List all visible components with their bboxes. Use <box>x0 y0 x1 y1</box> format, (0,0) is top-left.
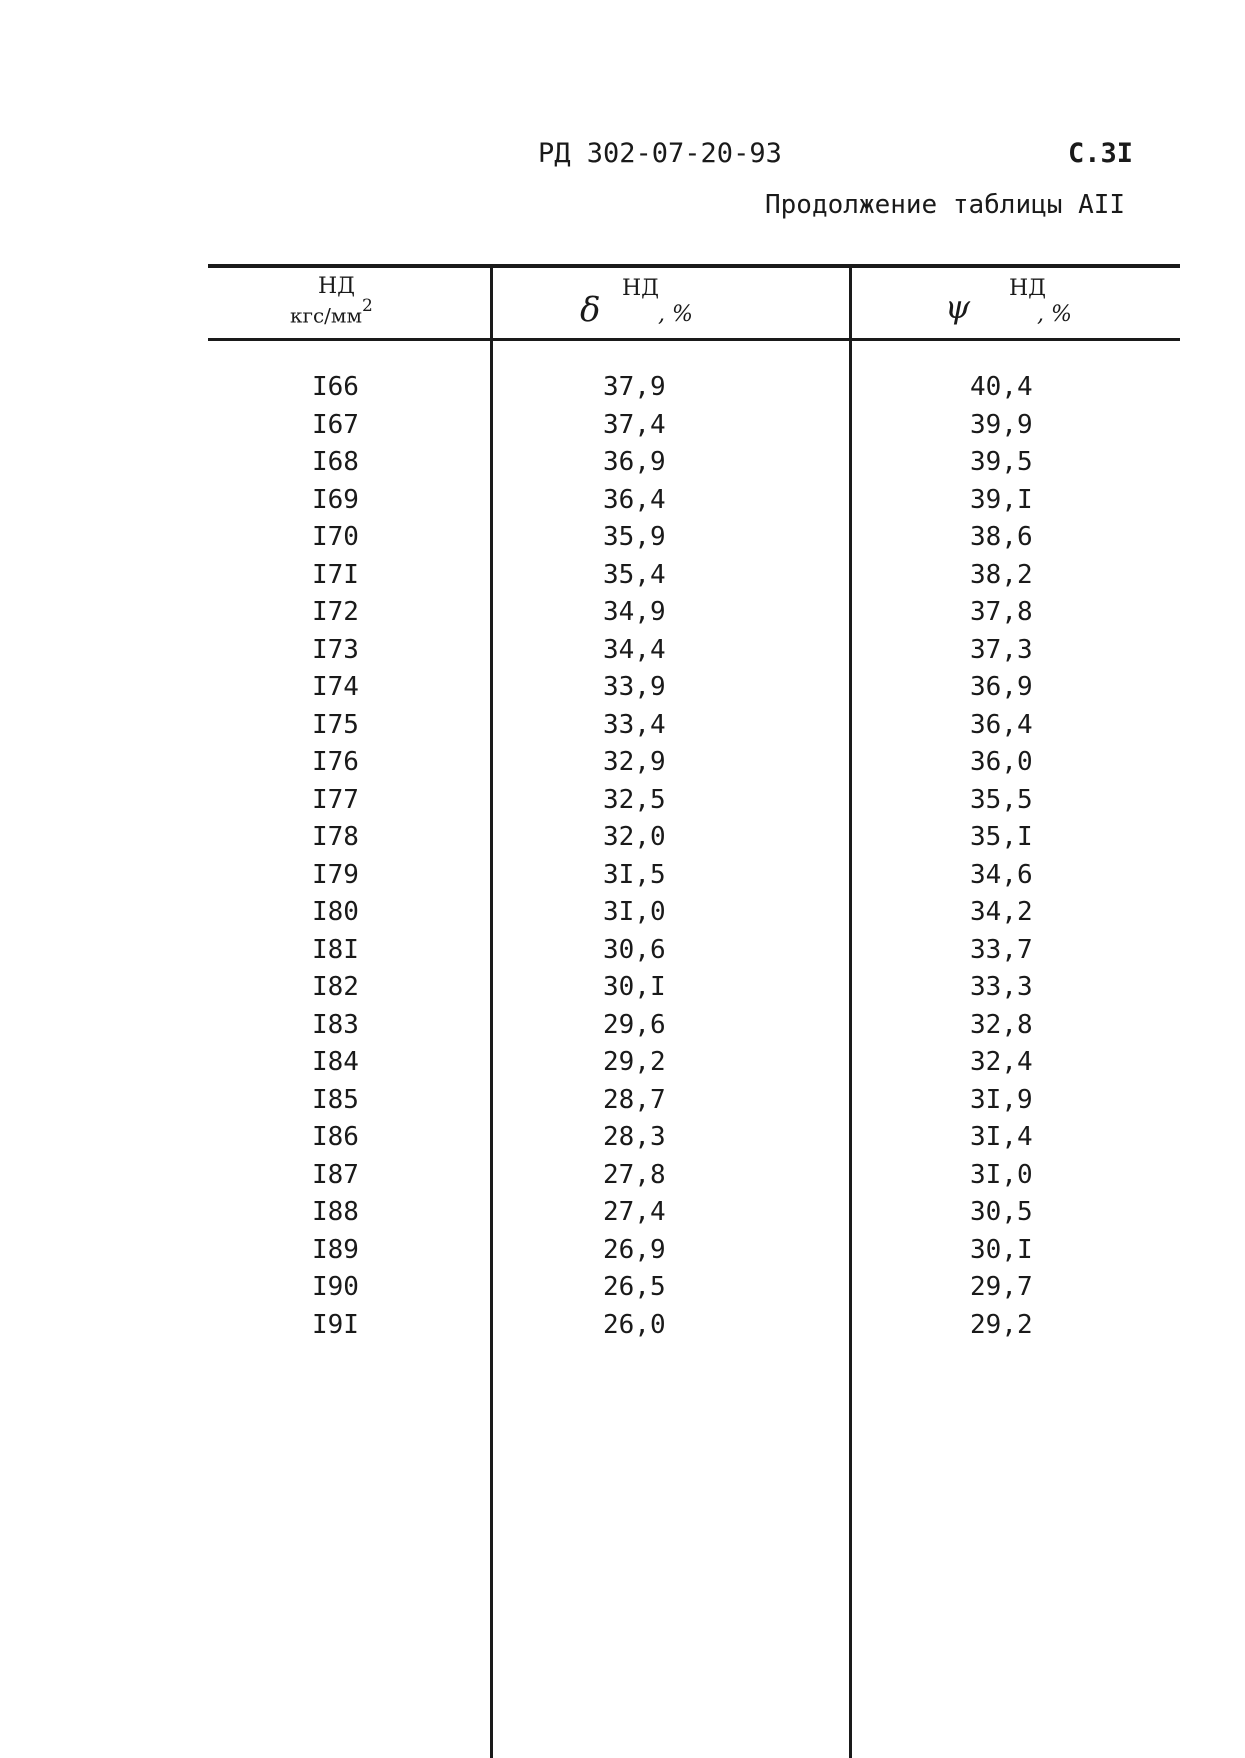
cell-psi: 37,3 <box>970 634 1033 665</box>
table-row <box>0 522 1245 560</box>
table-row <box>0 1085 1245 1123</box>
column-header-psi-unit: , % <box>1037 302 1072 327</box>
column-header-psi-abbr: НД <box>1009 276 1047 301</box>
cell-psi: 37,8 <box>970 597 1033 627</box>
cell-psi: 29,7 <box>970 1272 1033 1302</box>
psi-symbol: ψ <box>945 288 971 326</box>
cell-delta: 27,8 <box>603 1159 666 1190</box>
cell-psi: 39,9 <box>970 409 1033 440</box>
cell-strength: I83 <box>312 1009 359 1040</box>
cell-psi: 35,I <box>970 822 1033 852</box>
cell-delta: 26,9 <box>603 1234 666 1265</box>
table-row <box>0 672 1245 710</box>
table-row <box>0 1197 1245 1235</box>
cell-strength: I80 <box>312 897 359 927</box>
cell-strength: I82 <box>312 972 359 1002</box>
column-header-strength-abbr: НД <box>318 274 356 299</box>
delta-symbol: δ <box>580 290 601 330</box>
table-caption: Продолжение таблицы АII <box>765 190 1126 220</box>
table-row <box>0 1310 1245 1348</box>
table-row <box>0 447 1245 485</box>
cell-strength: I75 <box>312 709 359 740</box>
column-header-delta-abbr: НД <box>622 276 660 301</box>
cell-strength: I69 <box>312 484 359 515</box>
cell-delta: 3I,5 <box>603 859 666 890</box>
cell-delta: 37,9 <box>603 372 666 402</box>
cell-delta: 30,I <box>603 972 666 1002</box>
table-row <box>0 1010 1245 1048</box>
cell-strength: I85 <box>312 1084 359 1115</box>
table-row <box>0 860 1245 898</box>
table-row <box>0 560 1245 598</box>
cell-strength: I8I <box>312 934 359 965</box>
cell-psi: 30,5 <box>970 1197 1033 1227</box>
table-row <box>0 1160 1245 1198</box>
cell-psi: 36,4 <box>970 709 1033 740</box>
cell-strength: I67 <box>312 409 359 440</box>
cell-delta: 36,9 <box>603 447 666 477</box>
cell-psi: 36,0 <box>970 747 1033 777</box>
cell-delta: 30,6 <box>603 934 666 965</box>
table-header-rule <box>208 338 1180 341</box>
table-row <box>0 785 1245 823</box>
cell-delta: 33,9 <box>603 672 666 702</box>
cell-delta: 36,4 <box>603 484 666 515</box>
cell-delta: 37,4 <box>603 409 666 440</box>
column-header-delta-unit: , % <box>658 302 693 327</box>
unit-text: кгс/мм <box>290 303 363 328</box>
table-row <box>0 822 1245 860</box>
cell-psi: 39,5 <box>970 447 1033 477</box>
cell-psi: 34,2 <box>970 897 1033 927</box>
table-row <box>0 935 1245 973</box>
cell-strength: I70 <box>312 522 359 552</box>
table-top-rule <box>208 264 1180 268</box>
cell-psi: 39,I <box>970 484 1033 515</box>
cell-delta: 35,9 <box>603 522 666 552</box>
cell-strength: I9I <box>312 1309 359 1340</box>
table-row <box>0 710 1245 748</box>
cell-psi: 33,3 <box>970 972 1033 1002</box>
cell-strength: I89 <box>312 1234 359 1265</box>
cell-psi: 3I,9 <box>970 1084 1033 1115</box>
table-row <box>0 410 1245 448</box>
cell-delta: 26,0 <box>603 1309 666 1340</box>
table-row <box>0 1122 1245 1160</box>
cell-delta: 3I,0 <box>603 897 666 927</box>
cell-psi: 38,2 <box>970 559 1033 590</box>
cell-psi: 3I,0 <box>970 1159 1033 1190</box>
cell-strength: I87 <box>312 1159 359 1190</box>
table-row <box>0 747 1245 785</box>
table-row <box>0 1272 1245 1310</box>
cell-psi: 3I,4 <box>970 1122 1033 1152</box>
cell-delta: 29,6 <box>603 1009 666 1040</box>
cell-strength: I79 <box>312 859 359 890</box>
cell-delta: 28,7 <box>603 1084 666 1115</box>
table-body <box>0 372 1245 1347</box>
table-row <box>0 1047 1245 1085</box>
cell-delta: 29,2 <box>603 1047 666 1077</box>
cell-psi: 36,9 <box>970 672 1033 702</box>
cell-strength: I7I <box>312 559 359 590</box>
table-row <box>0 485 1245 523</box>
cell-strength: I77 <box>312 784 359 815</box>
cell-psi: 40,4 <box>970 372 1033 402</box>
cell-strength: I66 <box>312 372 359 402</box>
cell-psi: 30,I <box>970 1234 1033 1265</box>
table-row <box>0 1235 1245 1273</box>
table-row <box>0 972 1245 1010</box>
cell-psi: 32,8 <box>970 1009 1033 1040</box>
cell-delta: 27,4 <box>603 1197 666 1227</box>
cell-psi: 29,2 <box>970 1309 1033 1340</box>
cell-delta: 26,5 <box>603 1272 666 1302</box>
cell-psi: 38,6 <box>970 522 1033 552</box>
cell-delta: 34,4 <box>603 634 666 665</box>
cell-psi: 34,6 <box>970 859 1033 890</box>
cell-psi: 35,5 <box>970 784 1033 815</box>
cell-delta: 34,9 <box>603 597 666 627</box>
column-header-psi <box>945 272 1095 332</box>
cell-psi: 33,7 <box>970 934 1033 965</box>
table-row <box>0 597 1245 635</box>
cell-strength: I76 <box>312 747 359 777</box>
cell-delta: 32,5 <box>603 784 666 815</box>
cell-delta: 32,0 <box>603 822 666 852</box>
cell-strength: I88 <box>312 1197 359 1227</box>
cell-strength: I72 <box>312 597 359 627</box>
table-row <box>0 635 1245 673</box>
column-header-delta <box>580 272 730 332</box>
table-row <box>0 897 1245 935</box>
cell-strength: I78 <box>312 822 359 852</box>
cell-psi: 32,4 <box>970 1047 1033 1077</box>
cell-strength: I84 <box>312 1047 359 1077</box>
cell-strength: I74 <box>312 672 359 702</box>
cell-strength: I68 <box>312 447 359 477</box>
table-row <box>0 372 1245 410</box>
cell-strength: I90 <box>312 1272 359 1302</box>
column-header-strength-unit <box>290 296 373 328</box>
page-number: С.3I <box>1068 138 1134 169</box>
cell-delta: 33,4 <box>603 709 666 740</box>
cell-delta: 32,9 <box>603 747 666 777</box>
cell-strength: I86 <box>312 1122 359 1152</box>
cell-delta: 28,3 <box>603 1122 666 1152</box>
cell-strength: I73 <box>312 634 359 665</box>
document-code: РД 302-07-20-93 <box>538 138 782 169</box>
unit-superscript: 2 <box>362 296 373 316</box>
cell-delta: 35,4 <box>603 559 666 590</box>
